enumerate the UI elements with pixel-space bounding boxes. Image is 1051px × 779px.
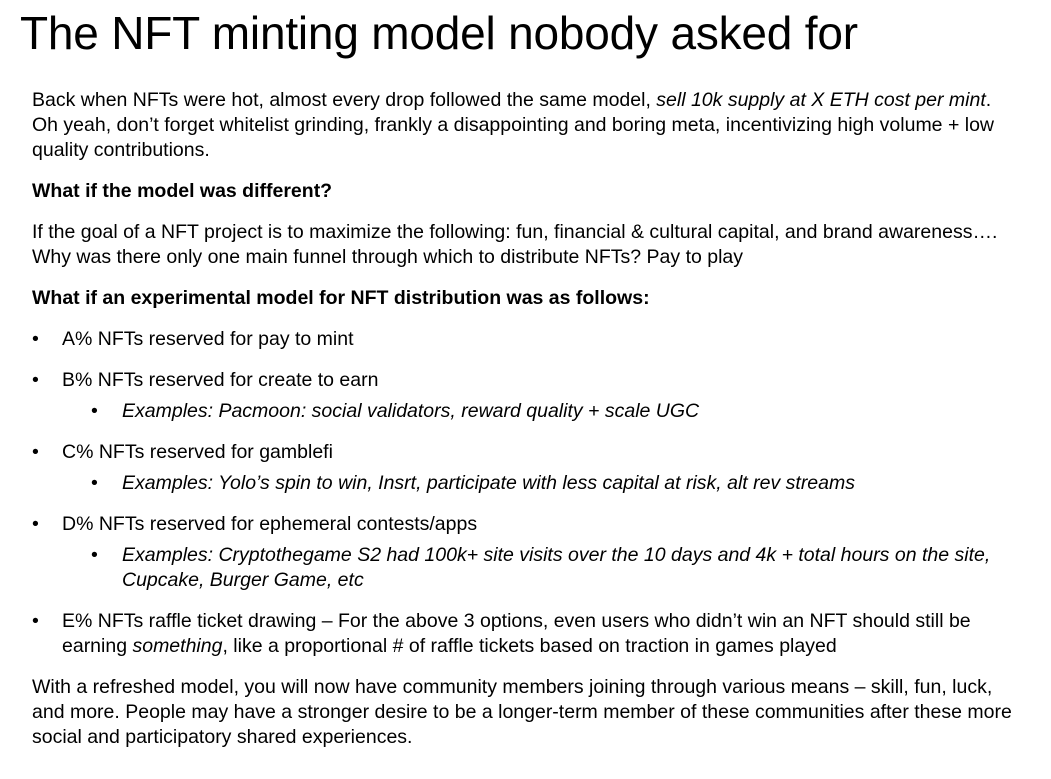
raffle-text-italic: something (132, 635, 223, 657)
raffle-text-b: , like a proportional # of raffle tickets based on traction in games played (222, 635, 837, 657)
heading-model-different: What if the model was different? (32, 180, 333, 202)
intro-text-italic: sell 10k supply at X ETH cost per mint (656, 89, 986, 111)
bullet-create-to-earn: • B% NFTs reserved for create to earn (32, 368, 1022, 393)
intro-paragraph (32, 88, 1022, 163)
intro-text-a: Back when NFTs were hot, almost every drop followed the same model, (32, 89, 657, 111)
raffle-text-a: E% NFTs raffle ticket drawing – For the above 3 options, even users who didn’t win an NFT should still be earning (62, 610, 971, 657)
bullet-raffle-ticket (32, 609, 1022, 659)
bullet-ephemeral-contests: • D% NFTs reserved for ephemeral contests/apps (32, 512, 1022, 537)
intro-text-b: . Oh yeah, don’t forget whitelist grinding, frankly a disappointing and boring meta, incentivizing high volume + low quality contributions. (32, 89, 995, 161)
goal-paragraph: If the goal of a NFT project is to maximize the following: fun, financial & cultural capital, and brand awareness…. Why was there only one main funnel through which to distribute NFTs? Pay to play (32, 221, 998, 268)
sub-bullet-gamblefi-examples: • Examples: Yolo’s spin to win, Insrt, participate with less capital at risk, alt rev streams (32, 471, 1022, 496)
heading-experimental-model: What if an experimental model for NFT distribution was as follows: (32, 287, 650, 309)
slide-body (32, 88, 1022, 750)
slide-title: The NFT minting model nobody asked for (20, 7, 858, 59)
sub-bullet-create-to-earn-examples: • Examples: Pacmoon: social validators, reward quality + scale UGC (32, 399, 1022, 424)
closing-paragraph: With a refreshed model, you will now have community members joining through various means – skill, fun, luck, and more. People may have a stronger desire to be a longer-term member of these communities after these more social and participatory shared experiences. (32, 676, 1012, 748)
bullet-gamblefi: • C% NFTs reserved for gamblefi (32, 440, 1022, 465)
bullet-pay-to-mint: • A% NFTs reserved for pay to mint (32, 327, 1022, 352)
sub-bullet-ephemeral-examples: • Examples: Cryptothegame S2 had 100k+ site visits over the 10 days and 4k + total hours on the site, Cupcake, Burger Game, etc (32, 543, 1022, 593)
